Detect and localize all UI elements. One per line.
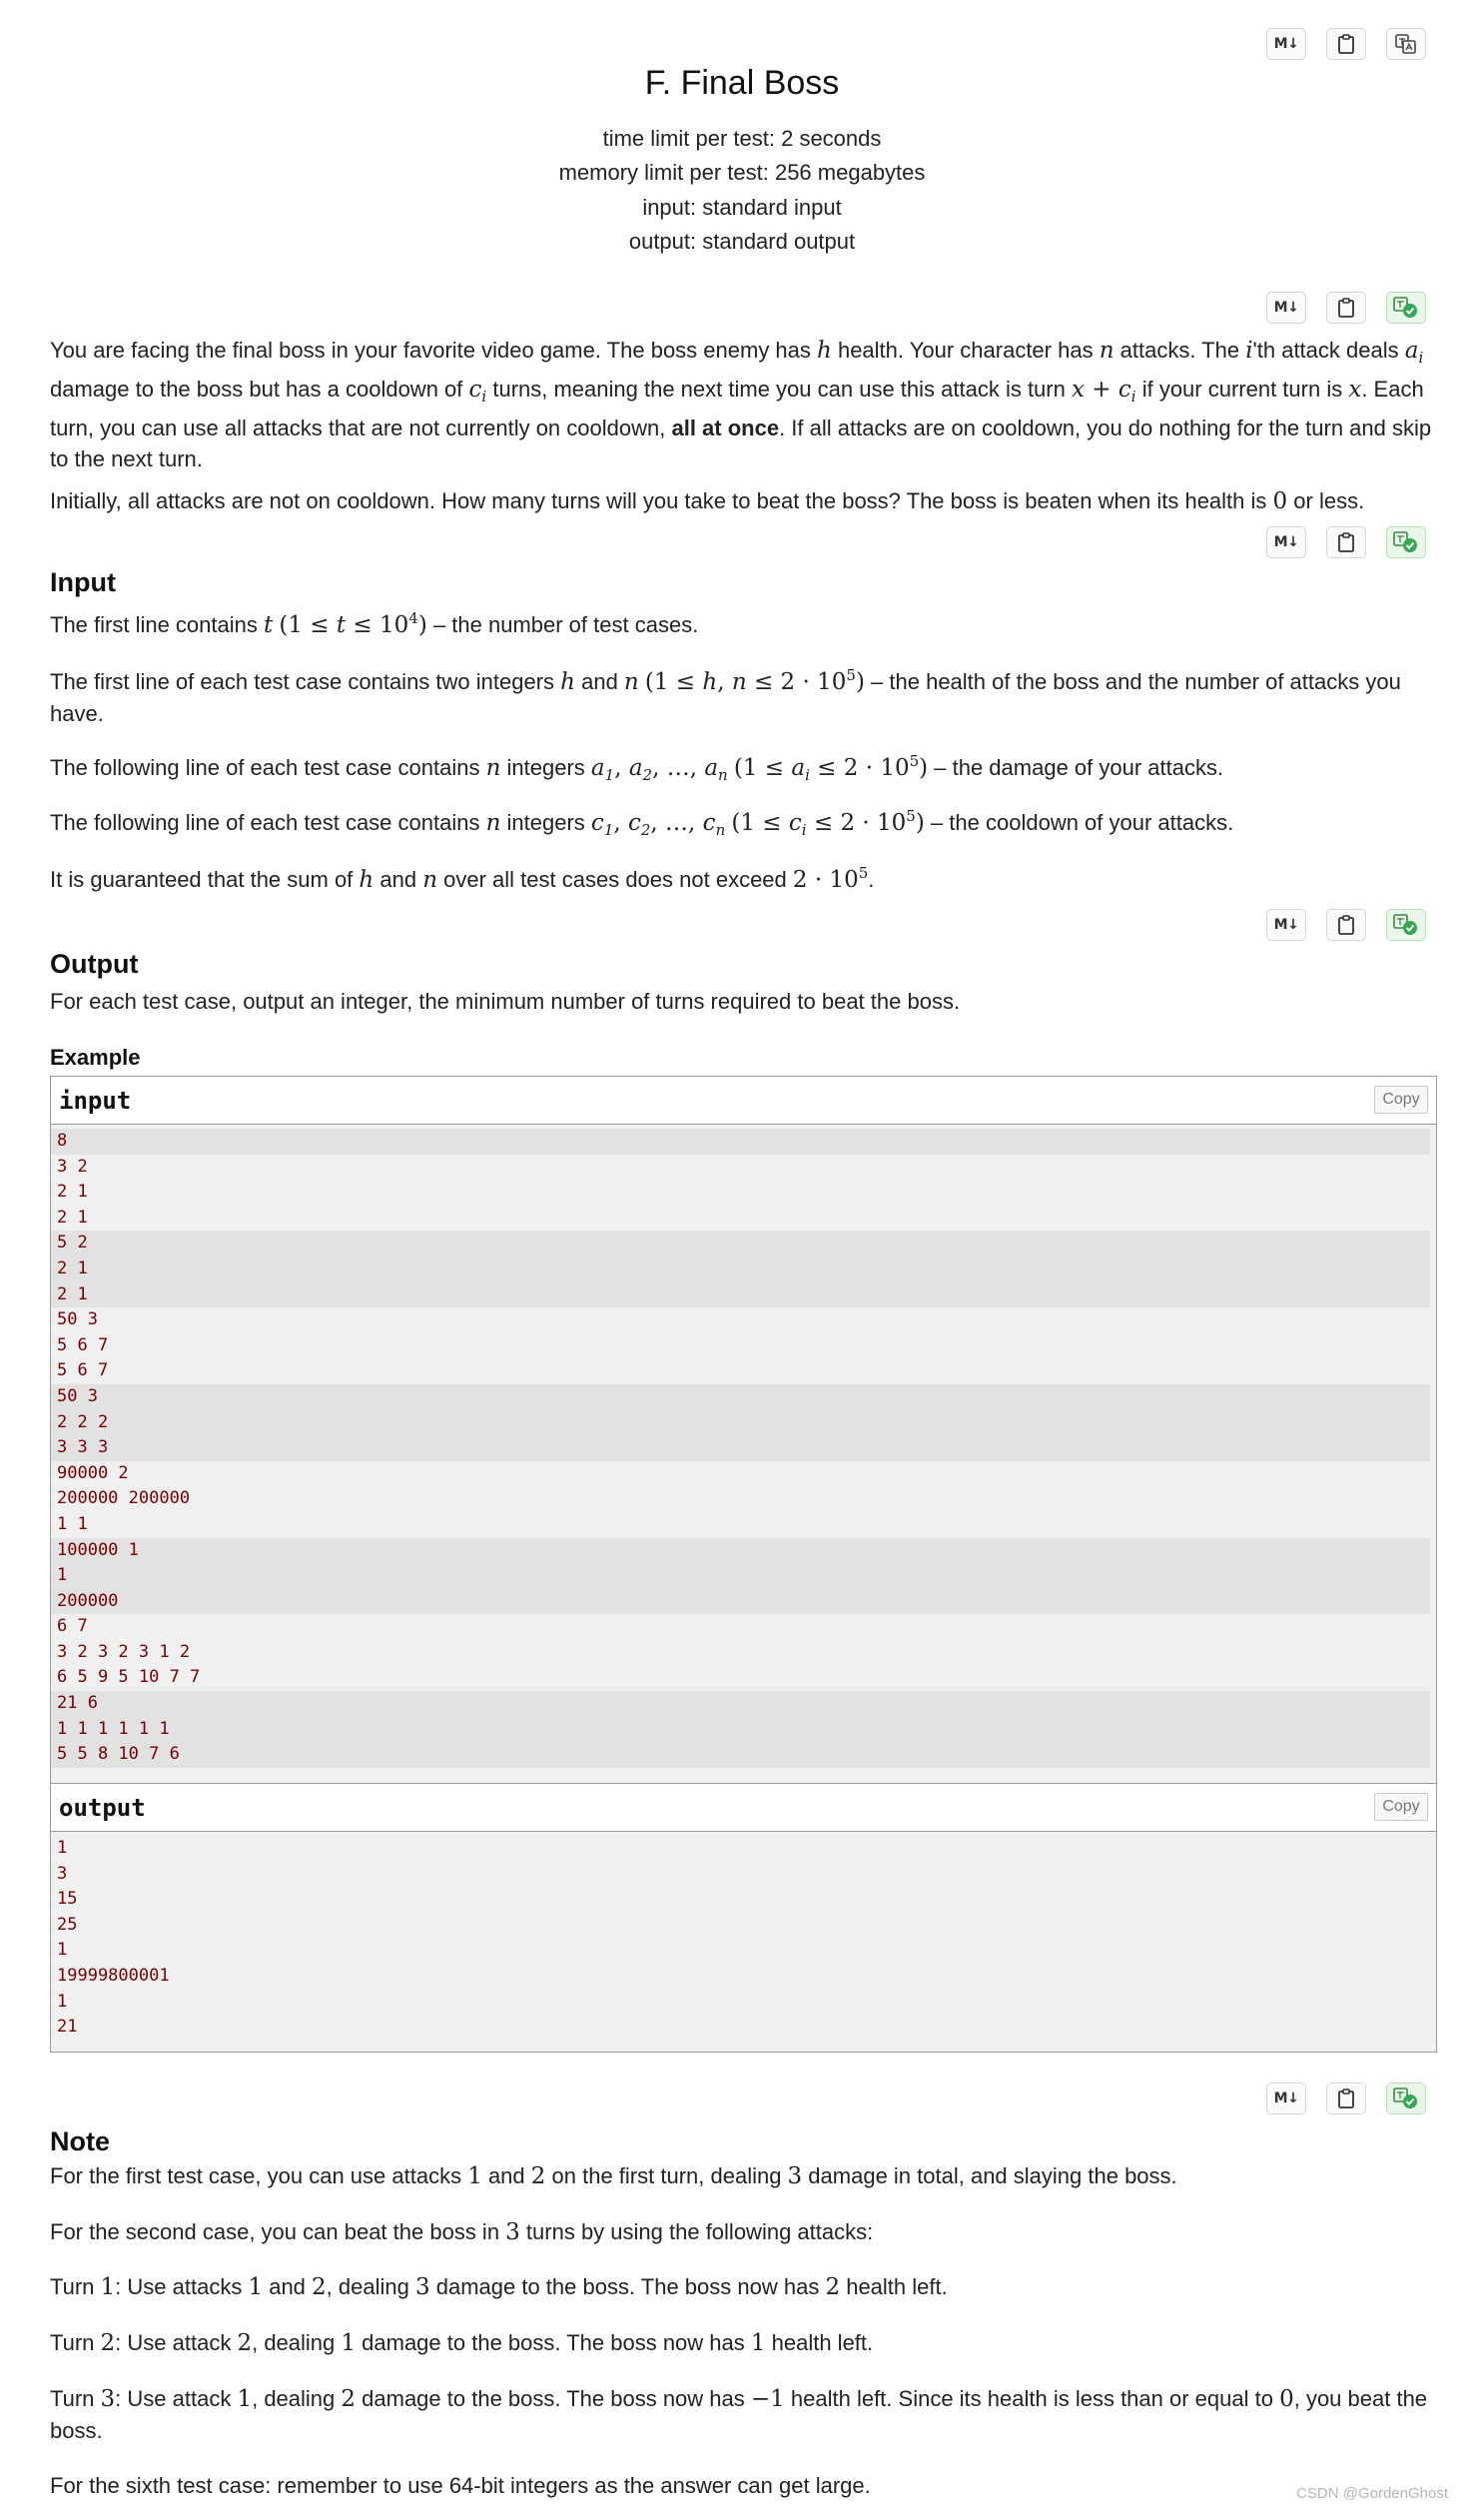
input-line: 200000 xyxy=(51,1589,1430,1615)
example-output-header xyxy=(51,1784,1436,1832)
input-line: 21 6 xyxy=(51,1691,1430,1717)
output-line: 25 xyxy=(51,1913,1430,1939)
input-line: 5 6 7 xyxy=(51,1333,1430,1359)
input-line: 1 1 1 1 1 1 xyxy=(51,1717,1430,1743)
problem-title: F. Final Boss xyxy=(644,64,840,102)
input-line: 1 1 xyxy=(51,1512,1430,1538)
input-line-3: The following line of each test case contains n integers $a_1$, $a_2$, …, $a_n$ $(1 \le a_i \le 2 \cdot 10^5)$ – the damage of your attacks. xyxy=(50,752,1224,784)
input-line-4: The following line of each test case contains n integers $c_1$, $c_2$, …, $c_n$ $(1 \le c_i \le 2 \cdot 10^5)$ – the cooldown of your attacks. xyxy=(50,807,1234,839)
input-line-1: The first line contains t $(1 \le t \le 10^4)$ – the number of test cases. xyxy=(50,609,699,638)
note-toolbar xyxy=(1266,2083,1431,2116)
note-turn-3: Turn 3: Use attack 1, dealing 2 damage to the boss. The boss now has −1 health left. Since its health is less than or equal to 0, you beat the boss. xyxy=(50,2386,1428,2443)
input-line: 50 3 xyxy=(51,1384,1430,1410)
example-output-box xyxy=(50,1783,1437,2053)
markdown-button[interactable] xyxy=(1266,2083,1306,2114)
translated-check-icon xyxy=(1393,914,1419,936)
copy-section-button[interactable] xyxy=(1326,526,1366,558)
input-line: 6 7 xyxy=(51,1614,1430,1640)
markdown-button[interactable] xyxy=(1266,526,1306,558)
note-turn-1: Turn 1: Use attacks 1 and 2, dealing 3 damage to the boss. The boss now has 2 health left. xyxy=(50,2274,948,2300)
output-heading: Output xyxy=(50,949,139,979)
input-line: 3 2 xyxy=(51,1155,1430,1181)
output-line: 1 xyxy=(51,1938,1430,1964)
output-line: 19999800001 xyxy=(51,1964,1430,1990)
legend-toolbar xyxy=(1266,292,1431,326)
copy-section-button[interactable] xyxy=(1326,292,1366,324)
markdown-button[interactable] xyxy=(1266,292,1306,324)
watermark: CSDN @GordenGhost xyxy=(1296,2485,1448,2502)
markdown-button[interactable] xyxy=(1266,28,1306,60)
clipboard-icon xyxy=(1337,34,1355,54)
translated-button[interactable] xyxy=(1386,292,1426,324)
input-type: input: standard input xyxy=(642,195,842,220)
copy-section-button[interactable] xyxy=(1326,2083,1366,2114)
input-line: 2 1 xyxy=(51,1282,1430,1308)
output-line: 1 xyxy=(51,1990,1430,2016)
time-limit: time limit per test: 2 seconds xyxy=(602,126,882,151)
markdown-icon: M↓ xyxy=(1273,300,1299,316)
input-line: 50 3 xyxy=(51,1307,1430,1333)
translated-check-icon xyxy=(1393,531,1419,553)
markdown-button[interactable] xyxy=(1266,909,1306,941)
input-line: 3 2 3 2 3 1 2 xyxy=(51,1640,1430,1666)
example-input-header xyxy=(51,1077,1436,1125)
input-line: 90000 2 xyxy=(51,1461,1430,1487)
markdown-icon: M↓ xyxy=(1273,36,1299,52)
note-line-1: For the first test case, you can use attacks 1 and 2 on the first turn, dealing 3 damage in total, and slaying the boss. xyxy=(50,2163,1177,2189)
copy-section-button[interactable] xyxy=(1326,909,1366,941)
output-line: 3 xyxy=(51,1862,1430,1888)
input-line: 5 2 xyxy=(51,1231,1430,1256)
input-line: 5 5 8 10 7 6 xyxy=(51,1742,1430,1768)
translate-button[interactable] xyxy=(1386,28,1426,60)
input-line: 2 1 xyxy=(51,1180,1430,1206)
note-turn-2: Turn 2: Use attack 2, dealing 1 damage to the boss. The boss now has 1 health left. xyxy=(50,2330,874,2356)
legend-paragraph-2: Initially, all attacks are not on cooldown. How many turns will you take to beat the boss? The boss is beaten when its health is 0 or less. xyxy=(50,488,1365,514)
example-input-label: input xyxy=(59,1087,132,1115)
input-line-2: The first line of each test case contains two integers h and n (1 ≤ h, $n \le 2 \cdot 10^5$) – the health of the boss and the number of attacks you have. xyxy=(50,666,1401,726)
input-line: 2 2 2 xyxy=(51,1410,1430,1436)
copy-statement-button[interactable] xyxy=(1326,28,1366,60)
translated-check-icon xyxy=(1393,2088,1419,2109)
input-line: 1 xyxy=(51,1563,1430,1589)
legend-paragraph-1: You are facing the final boss in your favorite video game. The boss enemy has h health. Your character has n attacks. The i'th attack deals $a_i$ damage to the boss but has a cooldown of $c_i$ turns, meaning the next time you can use this attack is turn $x + c_i$ if your current turn is x. Each turn, you can use all attacks that are not currently on cooldown, all at once. If all attacks are on cooldown, you do nothing for the turn and skip to the next turn. xyxy=(50,338,1432,471)
example-output-lines xyxy=(51,1836,1436,2041)
translated-button[interactable] xyxy=(1386,2083,1426,2114)
clipboard-icon xyxy=(1337,532,1355,552)
input-line: 200000 200000 xyxy=(51,1486,1430,1512)
note-line-2: For the second case, you can beat the boss in 3 turns by using the following attacks: xyxy=(50,2219,874,2245)
example-input-box xyxy=(50,1076,1437,1784)
input-line: 100000 1 xyxy=(51,1538,1430,1564)
markdown-icon: M↓ xyxy=(1273,534,1299,550)
note-heading: Note xyxy=(50,2126,110,2156)
input-line: 2 1 xyxy=(51,1256,1430,1282)
note-line-6: For the sixth test case: remember to use 64-bit integers as the answer can get large. xyxy=(50,2473,871,2498)
header-toolbar xyxy=(1266,28,1431,62)
input-line: 8 xyxy=(51,1129,1430,1155)
markdown-icon: M↓ xyxy=(1273,2091,1299,2106)
clipboard-icon xyxy=(1337,915,1355,935)
input-toolbar xyxy=(1266,526,1431,560)
clipboard-icon xyxy=(1337,298,1355,318)
output-type: output: standard output xyxy=(628,229,856,254)
input-line: 2 1 xyxy=(51,1206,1430,1232)
example-heading: Example xyxy=(50,1045,141,1070)
input-line: 3 3 3 xyxy=(51,1435,1430,1461)
output-line: 21 xyxy=(51,2015,1430,2041)
input-heading: Input xyxy=(50,567,116,597)
translated-button[interactable] xyxy=(1386,909,1426,941)
output-line: 15 xyxy=(51,1887,1430,1913)
clipboard-icon xyxy=(1337,2089,1355,2108)
translated-button[interactable] xyxy=(1386,526,1426,558)
input-line: 5 6 7 xyxy=(51,1358,1430,1384)
example-output-label: output xyxy=(59,1794,146,1822)
input-line: 6 5 9 5 10 7 7 xyxy=(51,1665,1430,1691)
memory-limit: memory limit per test: 256 megabytes xyxy=(558,160,926,185)
translated-check-icon xyxy=(1393,297,1419,319)
output-text: For each test case, output an integer, the minimum number of turns required to beat the boss. xyxy=(50,989,961,1014)
markdown-icon: M↓ xyxy=(1273,917,1299,933)
copy-input-button[interactable]: Copy xyxy=(1374,1086,1428,1114)
input-line-5: It is guaranteed that the sum of h and n over all test cases does not exceed $2 \cdot 10^5$. xyxy=(50,864,875,893)
output-toolbar xyxy=(1266,909,1431,943)
translate-icon xyxy=(1395,34,1417,54)
copy-output-button[interactable]: Copy xyxy=(1374,1793,1428,1821)
output-line: 1 xyxy=(51,1836,1430,1862)
example-input-lines xyxy=(51,1129,1436,1768)
